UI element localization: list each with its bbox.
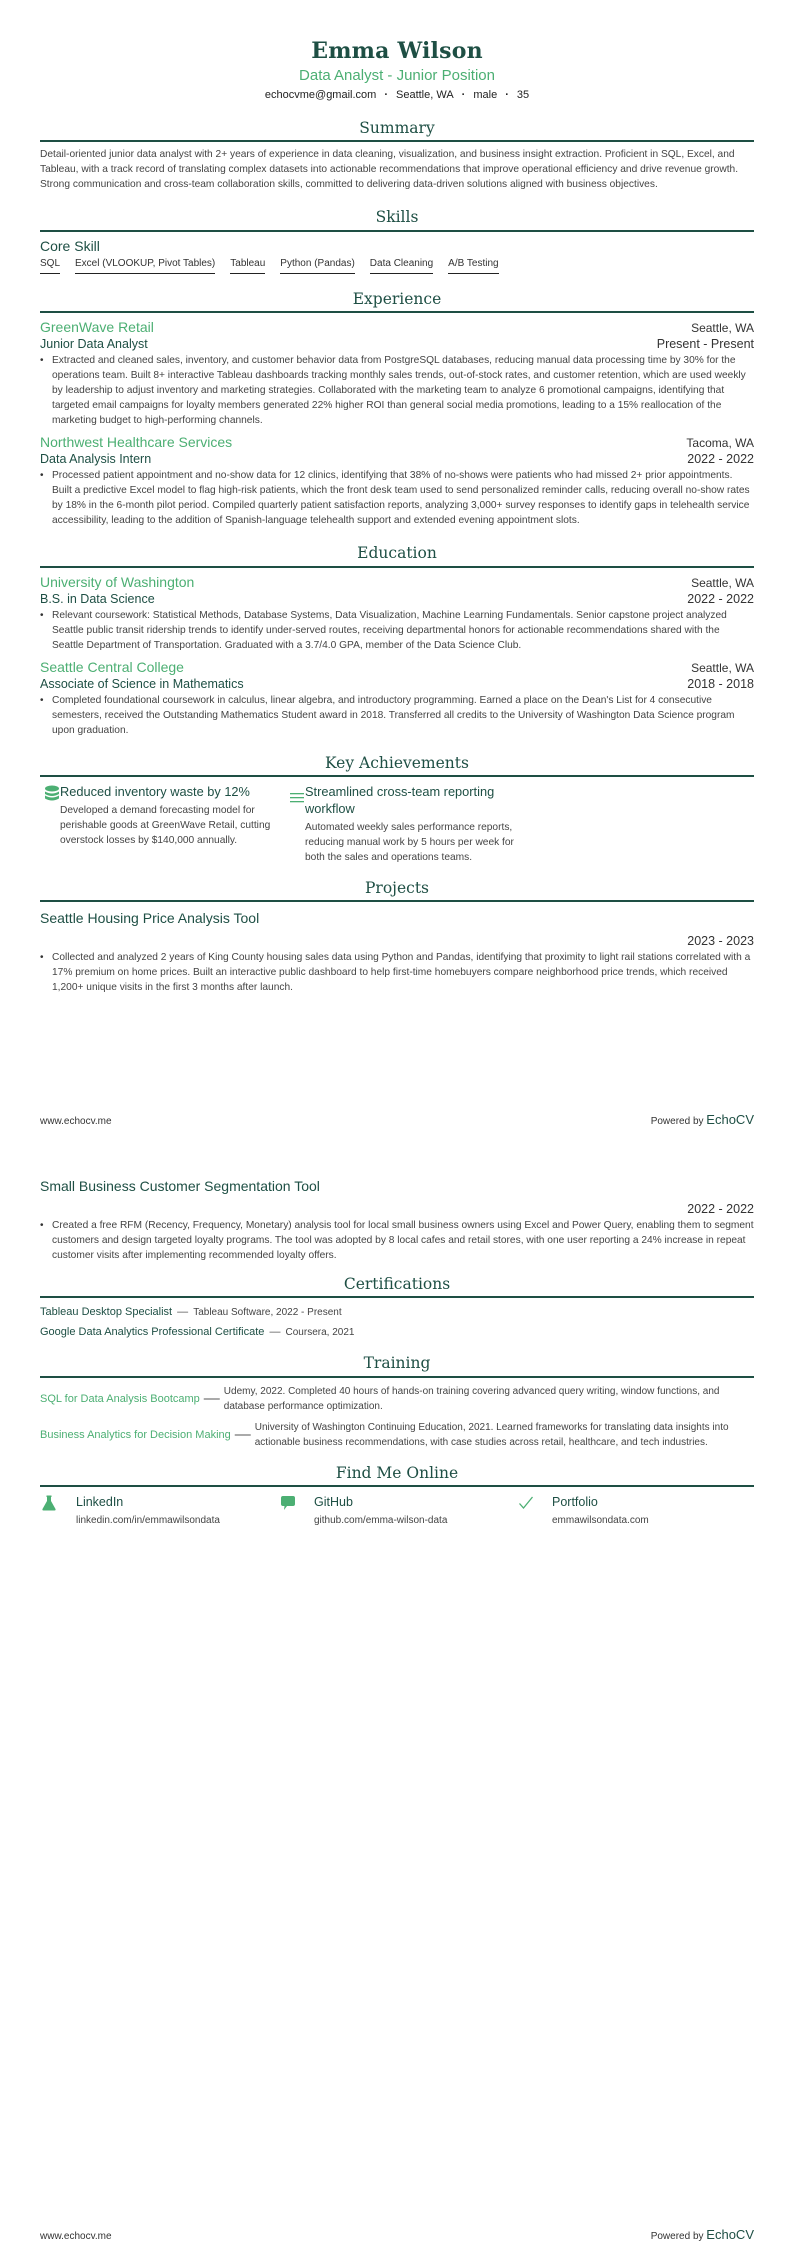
online-link[interactable]: linkedin.com/in/emmawilsondata (76, 1515, 220, 1527)
description-text: • Relevant coursework: Statistical Methods, Database Systems, Data Visualization, Machine Learning Fundamentals. Senior capstone project analyzed Seattle public transit ridership trends to identify under-served routes, receiving departmental honors for actionable recommendations shared with the Seattle Department of Transportation. Graduated with a 3.7/4.0 GPA, member of the Data Science Club. (52, 609, 727, 651)
skill-item: Python (Pandas) (280, 258, 355, 274)
separator-dash: — (203, 1389, 220, 1407)
certification-detail: Coursera, 2021 (285, 1327, 355, 1339)
section-title-certifications: Certifications (40, 1275, 754, 1298)
achievement-description: Developed a demand forecasting model for perishable goods at GreenWave Retail, cutting overstock losses by $140,000 annually. (60, 804, 271, 846)
certification-detail: Tableau Software, 2022 - Present (193, 1307, 342, 1319)
certification-name: Google Data Analytics Professional Certificate (40, 1326, 265, 1339)
description-text: • Processed patient appointment and no-show data for 12 clinics, identifying that 38% of no-shows were patients who had missed 2+ prior appointments. Built a predictive Excel model to flag high-risk patients, which the front desk team used to send personalized reminder calls, reducing overall no-show rates by 18% in the 6-month pilot period. Compiled quarterly patient satisfaction reports, analyzing 3,000+ survey responses to identify gaps in telehealth service accessibility, leading to the addition of Spanish-language telehealth support and extended evening appointment slots. (52, 470, 750, 527)
training-detail: Udemy, 2022. Completed 40 hours of hands-on training covering advanced query writing, window functions, and database performance optimization. (223, 1385, 720, 1412)
achievement-title: Streamlined cross-team reporting workflow (305, 783, 495, 816)
project-dates: 2022 - 2022 (687, 1202, 754, 1216)
powered-by-text: Powered by (650, 1116, 704, 1127)
achievement-item (40, 783, 285, 865)
brand-logo: EchoCV (706, 1112, 754, 1127)
job-role: Data Analysis Intern (40, 452, 152, 467)
education-description (40, 693, 754, 738)
contact-location: Seattle, WA (396, 89, 454, 101)
section-title-education: Education (40, 544, 754, 567)
separator-dot: · (461, 89, 466, 101)
candidate-title: Data Analyst - Junior Position (299, 67, 495, 84)
summary-text: Detail-oriented junior data analyst with 2+ years of experience in data cleaning, visualization, and business insight extraction. Proficient in SQL, Excel, and Tableau, with a track record of translating complex datasets into actionable recommendations that improve operational efficiency and drive revenue growth. Strong communication and cross-team collaboration skills, committed to delivering data-driven solutions aligned with business objectives. (40, 149, 739, 191)
achievement-title: Reduced inventory waste by 12% (60, 783, 250, 799)
section-title-online: Find Me Online (40, 1464, 754, 1487)
skill-group-title: Core Skill (40, 237, 100, 254)
online-profiles (40, 1495, 754, 1526)
company-name: GreenWave Retail (40, 319, 154, 336)
experience-entry (40, 434, 754, 528)
online-link[interactable]: github.com/emma-wilson-data (314, 1515, 448, 1527)
section-title-summary: Summary (40, 119, 754, 142)
contact-gender: male (473, 89, 498, 101)
online-item-linkedin[interactable] (40, 1495, 278, 1526)
experience-entry (40, 319, 754, 428)
candidate-name: Emma Wilson (311, 38, 483, 64)
job-description (40, 353, 754, 428)
training-name: Business Analytics for Decision Making (40, 1428, 231, 1441)
education-dates: 2018 - 2018 (687, 676, 754, 691)
section-title-experience: Experience (40, 290, 754, 313)
company-location: Tacoma, WA (686, 436, 754, 451)
section-title-skills: Skills (40, 208, 754, 231)
degree: B.S. in Data Science (40, 591, 155, 606)
education-entry (40, 659, 754, 738)
school-name: Seattle Central College (40, 658, 184, 675)
training-name: SQL for Data Analysis Bootcamp (40, 1392, 200, 1405)
contact-email[interactable]: echocvme@gmail.com (264, 89, 377, 101)
online-item-portfolio[interactable] (516, 1495, 754, 1526)
certification-name: Tableau Desktop Specialist (40, 1306, 173, 1319)
certification-item (40, 1326, 754, 1338)
separator-dash: — (177, 1306, 189, 1319)
separator-dash: — (269, 1326, 281, 1339)
contact-line (40, 89, 754, 101)
project-description (40, 950, 754, 995)
company-location: Seattle, WA (691, 321, 754, 336)
skill-item: A/B Testing (448, 258, 498, 274)
chat-bubble-icon (278, 1495, 314, 1526)
achievements-list (40, 783, 754, 865)
project-entry (40, 1178, 754, 1263)
job-dates: 2022 - 2022 (687, 452, 754, 467)
training-item (40, 1384, 754, 1414)
online-link[interactable]: emmawilsondata.com (552, 1515, 649, 1527)
education-description (40, 608, 754, 653)
achievement-item (285, 783, 530, 865)
skill-list (40, 258, 754, 274)
job-description (40, 468, 754, 528)
education-entry (40, 574, 754, 653)
section-title-projects: Projects (40, 879, 754, 902)
project-entry (40, 910, 754, 995)
page-footer (40, 1112, 754, 1127)
job-dates: Present - Present (656, 337, 754, 352)
resume-page-2 (0, 1150, 794, 2246)
page-footer (40, 2227, 754, 2242)
resume-header (40, 0, 754, 101)
database-icon (40, 783, 60, 865)
menu-lines-icon (285, 783, 305, 865)
footer-powered-by (651, 2227, 754, 2242)
brand-logo: EchoCV (706, 2227, 754, 2242)
skill-item: Data Cleaning (370, 258, 433, 274)
flask-icon (40, 1495, 76, 1526)
separator-dot: · (384, 89, 388, 101)
school-name: University of Washington (40, 573, 195, 590)
project-description (40, 1218, 754, 1263)
description-text: • Extracted and cleaned sales, inventory, and customer behavior data from PostgreSQL databases, reducing manual data processing time by 30% for the operations team. Built 8+ interactive Tableau dashboards tracking monthly sales trends, out-of-stock rates, and customer retention, which are used weekly by leadership to adjust inventory and marketing strategies. Collaborated with the marketing team to analyze 6 promotional campaigns, identifying that targeted email campaigns for loyalty members generated 22% higher ROI than general social media promotions, leading to a 15% reallocation of the marketing budget to high-performing channels. (52, 355, 746, 427)
online-label: GitHub (314, 1495, 353, 1510)
separator-dot: · (505, 89, 509, 101)
separator-dash: — (234, 1425, 251, 1443)
skill-item: Excel (VLOOKUP, Pivot Tables) (75, 258, 215, 274)
footer-site-link[interactable]: www.echocv.me (40, 1116, 112, 1127)
description-text: • Created a free RFM (Recency, Frequency, Monetary) analysis tool for local small business owners using Excel and Power Query, enabling them to segment customers and design targeted loyalty programs. The tool was adopted by 8 local cafes and retail stores, with one user reporting a 24% increase in repeat customer visits after implementing recommended loyalty offers. (52, 1220, 754, 1261)
degree: Associate of Science in Mathematics (40, 676, 244, 691)
company-name: Northwest Healthcare Services (40, 434, 233, 451)
contact-age: 35 (516, 89, 530, 101)
project-dates: 2023 - 2023 (687, 934, 754, 949)
school-location: Seattle, WA (691, 660, 754, 675)
skill-item: Tableau (230, 258, 265, 274)
footer-site-link[interactable]: www.echocv.me (40, 2231, 112, 2242)
footer-powered-by (651, 1112, 754, 1127)
achievement-description: Automated weekly sales performance reports, reducing manual work by 5 hours per week for both the sales and operations teams. (305, 821, 514, 863)
skill-item: SQL (40, 258, 60, 274)
training-detail: University of Washington Continuing Education, 2021. Learned frameworks for translating data insights into actionable business recommendations, with case studies across retail, healthcare, and tech industries. (254, 1421, 729, 1448)
section-title-training: Training (40, 1354, 754, 1377)
job-role: Junior Data Analyst (40, 337, 148, 352)
certification-item (40, 1306, 754, 1318)
section-title-achievements: Key Achievements (40, 754, 754, 777)
online-item-github[interactable] (278, 1495, 516, 1526)
online-label: LinkedIn (76, 1495, 124, 1510)
school-location: Seattle, WA (691, 575, 754, 590)
description-text: • Completed foundational coursework in calculus, linear algebra, and introductory programming. Earned a place on the Dean's List for 4 consecutive semesters, received the Outstanding Mathematics Student award in 2018. Transferred all credits to the University of Washington Data Science program upon graduation. (52, 694, 735, 736)
online-label: Portfolio (552, 1495, 598, 1510)
powered-by-text: Powered by (650, 2231, 704, 2242)
checkmark-icon (516, 1495, 552, 1526)
project-title: Small Business Customer Segmentation Tool (40, 1178, 320, 1194)
project-title: Seattle Housing Price Analysis Tool (40, 910, 260, 927)
description-text: • Collected and analyzed 2 years of King County housing sales data using Python and Pandas, identifying that proximity to light rail stations correlated with a 17% premium on home prices. Built an interactive public dashboard to help first-time homebuyers compare neighborhood price trends, which received 1,200+ unique visits in the first 3 months after launch. (52, 952, 751, 994)
education-dates: 2022 - 2022 (687, 591, 754, 606)
training-item (40, 1420, 754, 1450)
